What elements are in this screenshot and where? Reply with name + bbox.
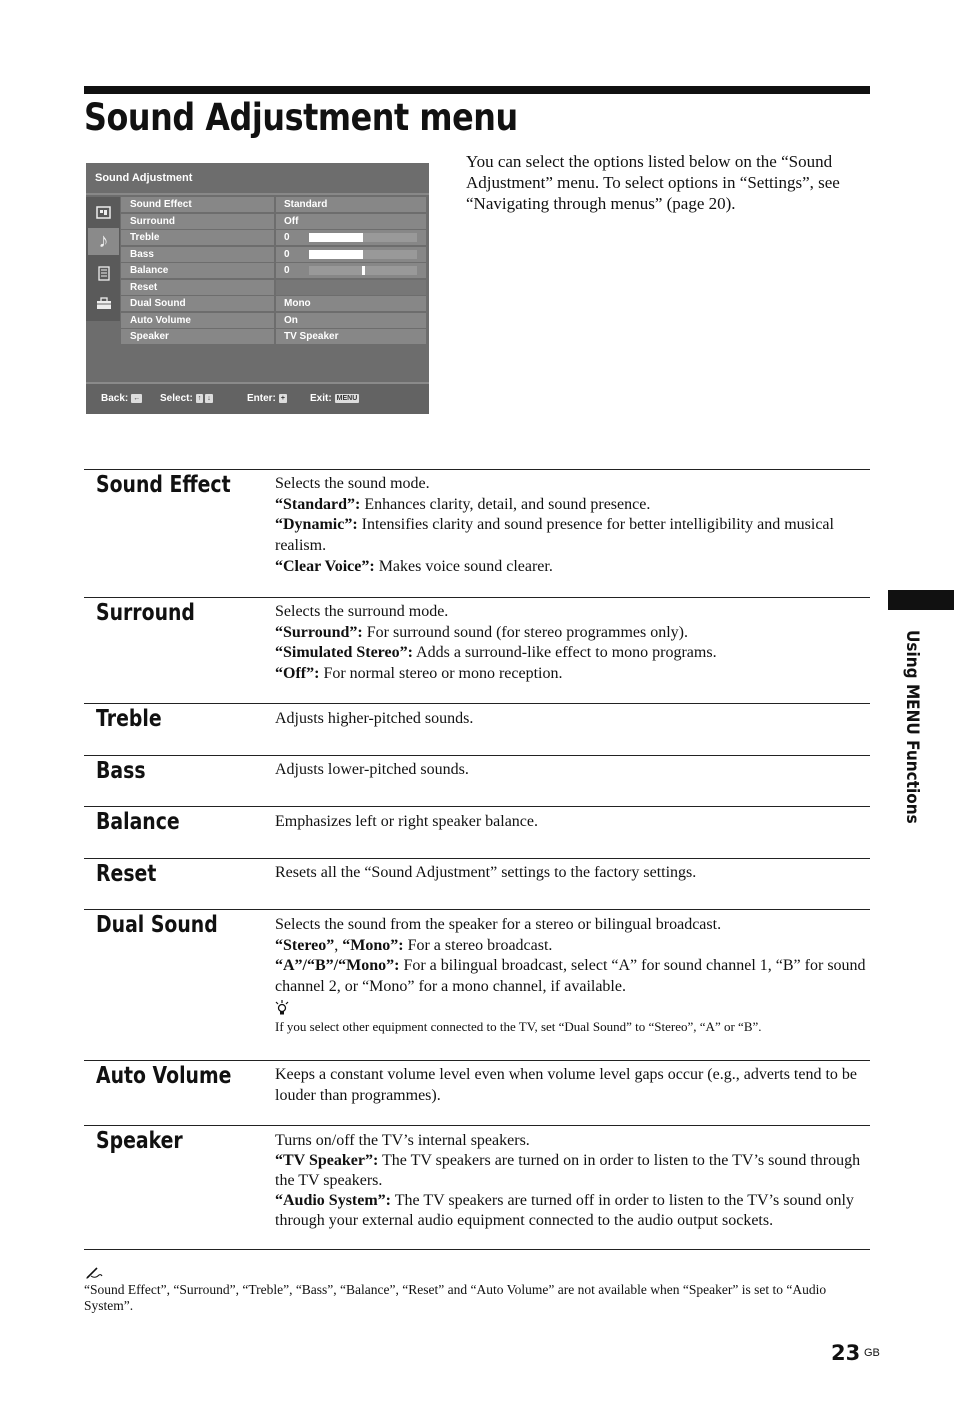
option-text: For surround sound (for stereo programmes only). — [362, 623, 689, 641]
option-name: “Stereo” — [275, 936, 335, 954]
option-separator: , — [334, 936, 343, 954]
page-region-code: GB — [864, 1347, 880, 1359]
menu-row-value: 0 — [284, 249, 290, 260]
balance-marker — [362, 266, 365, 275]
back-arrow-icon: ← — [133, 394, 141, 402]
tip-text: If you select other equipment connected to the TV, set “Dual Sound” to “Stereo”, “A” or “B”. — [275, 1018, 762, 1034]
option-name: “A”/“B”/“Mono”: — [275, 957, 400, 975]
option-text: Adds a surround-like effect to mono programs. — [412, 644, 717, 662]
section-divider — [84, 1249, 870, 1250]
menu-row-label: Bass — [121, 247, 274, 262]
menu-row-sound-effect[interactable] — [121, 197, 426, 212]
menu-row-value — [276, 280, 426, 295]
option-name: “Dynamic”: — [275, 516, 358, 534]
slider-fill — [309, 250, 363, 259]
menu-row-balance[interactable] — [121, 263, 426, 278]
picture-icon[interactable] — [88, 199, 119, 226]
term-sound-effect: Sound Effect — [96, 472, 231, 498]
treble-slider[interactable] — [309, 233, 417, 242]
term-auto-volume: Auto Volume — [96, 1063, 232, 1089]
slider-fill — [309, 233, 363, 242]
section-divider — [84, 858, 870, 859]
menu-row-value-cell — [276, 230, 426, 245]
menu-row-value-cell — [276, 263, 426, 278]
music-note-icon[interactable]: ♪ — [88, 228, 119, 255]
balance-slider[interactable] — [309, 266, 417, 275]
desc-option — [275, 1151, 873, 1191]
desc-intro: Selects the sound mode. — [275, 475, 430, 492]
section-divider — [84, 755, 870, 756]
desc-auto-volume — [275, 1065, 873, 1106]
term-reset: Reset — [96, 861, 157, 887]
back-hint[interactable] — [101, 393, 142, 404]
enter-hint[interactable] — [247, 393, 287, 404]
menu-row-value: 0 — [284, 265, 290, 276]
term-dual-sound: Dual Sound — [96, 912, 218, 938]
desc-option — [275, 495, 873, 516]
desc-intro: Selects the surround mode. — [275, 603, 449, 620]
title-rule — [84, 86, 870, 94]
term-bass: Bass — [96, 758, 146, 784]
up-arrow-icon: ↑ — [197, 394, 202, 402]
term-surround: Surround — [96, 600, 195, 626]
option-text: For a stereo broadcast. — [403, 936, 553, 954]
desc-surround — [275, 602, 873, 685]
desc-treble — [275, 709, 873, 730]
desc-speaker — [275, 1131, 873, 1231]
exit-label: Exit: — [310, 393, 332, 404]
menu-row-dual-sound[interactable] — [121, 296, 426, 311]
term-treble: Treble — [96, 706, 162, 732]
footnote: “Sound Effect”, “Surround”, “Treble”, “Bass”, “Balance”, “Reset” and “Auto Volume” are not available when “Speaker” is set to “Audio System”. — [84, 1282, 827, 1313]
menu-row-label: Auto Volume — [121, 313, 274, 328]
page-title: Sound Adjustment menu — [84, 96, 518, 139]
term-speaker: Speaker — [96, 1128, 183, 1154]
lightbulb-icon — [275, 1000, 289, 1016]
bass-slider[interactable] — [309, 250, 417, 259]
option-text: Enhances clarity, detail, and sound presence. — [360, 495, 651, 513]
desc-option — [275, 557, 873, 578]
desc-option — [275, 643, 873, 664]
desc-intro: Resets all the “Sound Adjustment” settings to the factory settings. — [275, 864, 697, 881]
menu-row-auto-volume[interactable] — [121, 313, 426, 328]
section-divider — [84, 469, 870, 470]
intro-text: You can select the options listed below on the “Sound Adjustment” menu. To select options in “Settings”, see “Navigating through menus” (page 20). — [466, 152, 840, 213]
desc-option — [275, 936, 873, 957]
select-hint[interactable] — [160, 393, 213, 404]
desc-dual-sound — [275, 915, 873, 1035]
menu-row-value: Standard — [276, 197, 426, 212]
desc-option — [275, 623, 873, 644]
option-name: “Mono”: — [342, 936, 404, 954]
down-arrow-icon: ↓ — [207, 394, 211, 402]
option-name: “Off”: — [275, 665, 320, 683]
desc-option — [275, 515, 873, 556]
section-divider — [84, 909, 870, 910]
menu-row-value: Mono — [276, 296, 426, 311]
option-name: “TV Speaker”: — [275, 1152, 379, 1169]
menu-row-surround[interactable] — [121, 214, 426, 229]
desc-intro: Adjusts lower-pitched sounds. — [275, 761, 469, 778]
menu-row-bass[interactable] — [121, 247, 426, 262]
settings-list-icon[interactable] — [88, 260, 119, 287]
option-text: For a bilingual broadcast, select “A” for sound channel 1, “B” for sound channel 2, or “Mono” for a mono channel, if available. — [275, 957, 866, 996]
option-name: “Clear Voice”: — [275, 557, 375, 575]
option-text: The TV speakers are turned on in order to listen to the TV’s sound through the TV speakers. — [275, 1152, 861, 1189]
menu-row-value-cell — [276, 247, 426, 262]
page-number: 23 — [831, 1341, 861, 1365]
menu-row-label: Treble — [121, 230, 274, 245]
menu-row-reset[interactable] — [121, 280, 426, 295]
option-text: For normal stereo or mono reception. — [319, 665, 563, 683]
option-name: “Standard”: — [275, 495, 361, 513]
desc-reset — [275, 863, 873, 884]
menu-row-label: Surround — [121, 214, 274, 229]
option-name: “Surround”: — [275, 623, 363, 641]
menu-row-label: Balance — [121, 263, 274, 278]
screen-divider — [86, 193, 429, 195]
desc-option — [275, 1191, 873, 1231]
chapter-tab — [888, 590, 954, 610]
sound-adjustment-screen — [86, 163, 429, 414]
desc-sound-effect — [275, 474, 873, 578]
menu-row-treble[interactable] — [121, 230, 426, 245]
menu-key-icon: MENU — [336, 394, 358, 402]
desc-intro: Adjusts higher-pitched sounds. — [275, 710, 474, 727]
chapter-label: Using MENU Functions — [902, 630, 922, 824]
menu-row-value: On — [276, 313, 426, 328]
exit-hint[interactable] — [310, 393, 359, 404]
option-name: “Audio System”: — [275, 1192, 392, 1209]
menu-row-value: TV Speaker — [276, 329, 426, 344]
menu-row-value: 0 — [284, 232, 290, 243]
option-text: Makes voice sound clearer. — [374, 557, 553, 575]
desc-intro: Keeps a constant volume level even when volume level gaps occur (e.g., adverts tend to be louder than programmes). — [275, 1066, 858, 1104]
section-divider — [84, 806, 870, 807]
desc-option — [275, 956, 873, 997]
desc-intro: Turns on/off the TV’s internal speakers. — [275, 1132, 530, 1149]
menu-row-label: Dual Sound — [121, 296, 274, 311]
pencil-note-icon — [85, 1266, 103, 1280]
menu-row-speaker[interactable] — [121, 329, 426, 344]
section-divider — [84, 703, 870, 704]
desc-intro: Selects the sound from the speaker for a stereo or bilingual broadcast. — [275, 916, 722, 933]
section-divider — [84, 1060, 870, 1061]
option-name: “Simulated Stereo”: — [275, 644, 413, 662]
menu-row-label: Reset — [121, 280, 274, 295]
back-label: Back: — [101, 393, 129, 404]
section-divider — [84, 1125, 870, 1126]
desc-option — [275, 664, 873, 685]
desc-bass — [275, 760, 873, 781]
screen-title: Sound Adjustment — [95, 172, 193, 184]
desc-balance — [275, 812, 873, 833]
enter-plus-icon: + — [280, 394, 285, 402]
screen-footer — [86, 382, 429, 414]
section-divider — [84, 597, 870, 598]
option-text: Intensifies clarity and sound presence for better intelligibility and musical realism. — [275, 516, 834, 555]
desc-intro: Emphasizes left or right speaker balance. — [275, 813, 538, 830]
toolbox-icon[interactable] — [88, 290, 119, 317]
select-label: Select: — [160, 393, 193, 404]
enter-label: Enter: — [247, 393, 276, 404]
term-balance: Balance — [96, 809, 180, 835]
menu-row-value: Off — [276, 214, 426, 229]
option-text: The TV speakers are turned off in order to listen to the TV’s sound only through your external audio equipment connected to the audio output sockets. — [275, 1192, 854, 1229]
menu-row-label: Sound Effect — [121, 197, 274, 212]
menu-row-label: Speaker — [121, 329, 274, 344]
